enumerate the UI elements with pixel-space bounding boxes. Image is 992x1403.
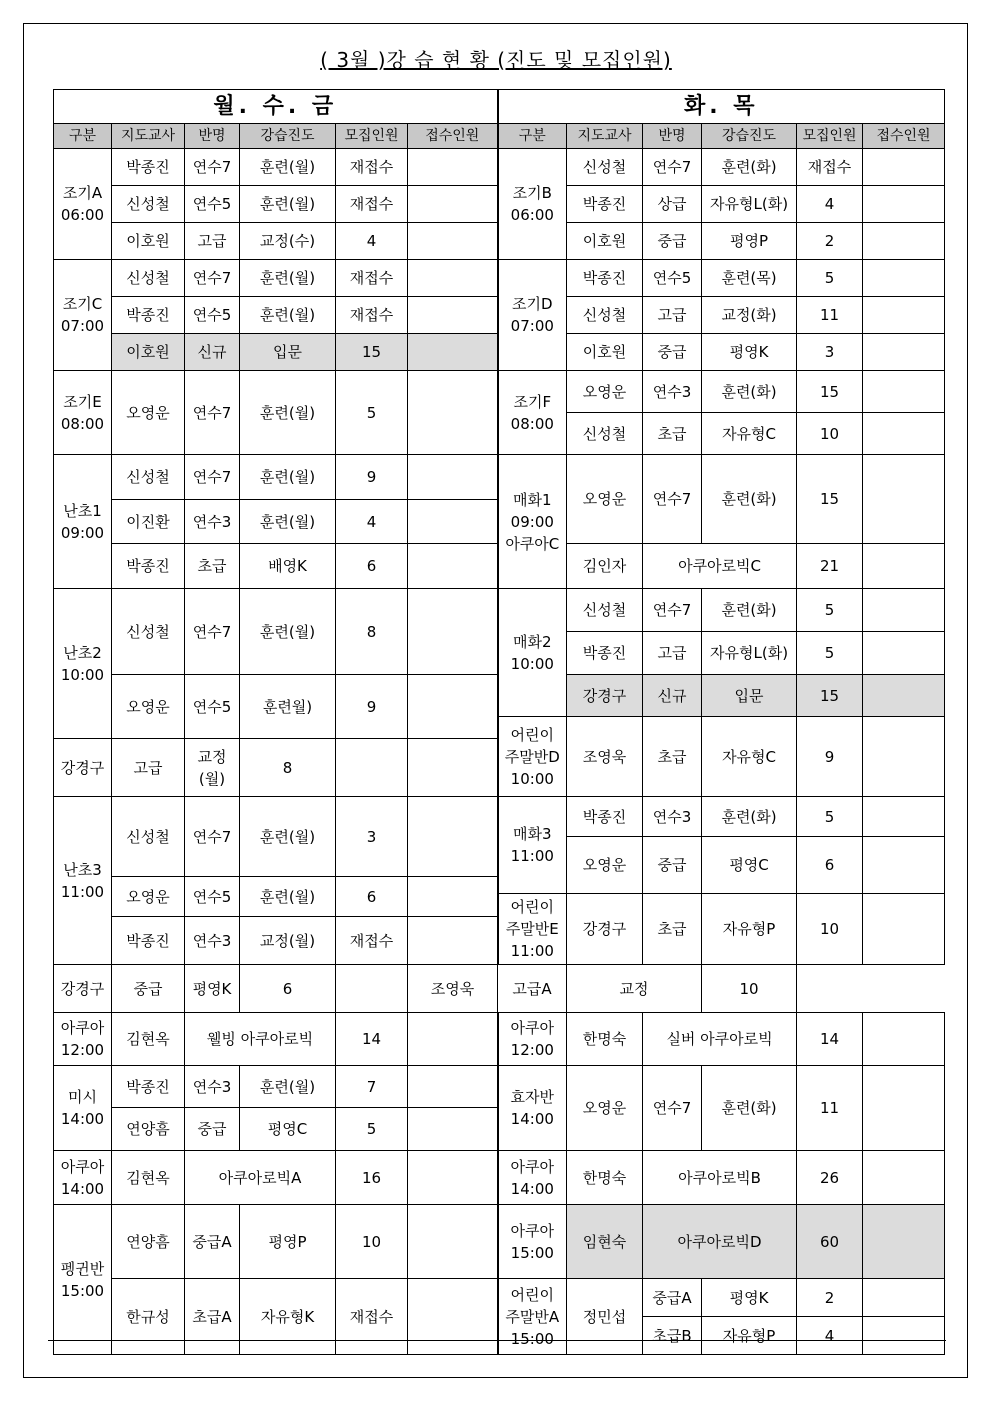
cell: 60 <box>797 1205 863 1279</box>
received-cell <box>408 223 498 260</box>
header-row <box>54 124 945 149</box>
cell: 임현숙 <box>567 1205 643 1279</box>
cell: 연수7 <box>643 589 702 632</box>
cell: 15 <box>336 334 408 371</box>
cell: 6 <box>240 965 336 1013</box>
cell: 박종진 <box>567 632 643 675</box>
received-cell <box>863 260 945 297</box>
cell: 중급 <box>112 965 185 1013</box>
cell: 연수5 <box>185 877 240 917</box>
cell: 초급 <box>643 894 702 965</box>
received-cell <box>863 149 945 186</box>
cell: 자유형P <box>702 1317 797 1355</box>
cell: 11 <box>797 297 863 334</box>
col-header: 접수인원 <box>863 124 945 149</box>
received-cell <box>408 917 498 965</box>
cell: 훈련(월) <box>240 1066 336 1108</box>
class-time-cell: 조기C 07:00 <box>54 260 112 371</box>
cell: 연수3 <box>643 797 702 837</box>
cell: 초급B <box>643 1317 702 1355</box>
cell: 신성철 <box>112 186 185 223</box>
class-time-cell: 펭귄반 15:00 <box>54 1205 112 1355</box>
cell: 교정 <box>567 965 702 1013</box>
cell: 중급 <box>643 837 702 894</box>
cell: 26 <box>797 1151 863 1205</box>
class-time-cell: 아쿠아 14:00 <box>54 1151 112 1205</box>
cell: 9 <box>336 455 408 500</box>
class-time-cell: 조기A 06:00 <box>54 149 112 260</box>
received-cell <box>863 1151 945 1205</box>
received-cell <box>408 186 498 223</box>
cell: 6 <box>797 837 863 894</box>
cell: 5 <box>336 371 408 455</box>
cell: 오영운 <box>567 371 643 413</box>
cell: 8 <box>336 589 408 675</box>
class-time-cell: 난초3 11:00 <box>54 797 112 965</box>
cell: 이호원 <box>112 334 185 371</box>
cell: 신성철 <box>567 297 643 334</box>
col-header: 구분 <box>54 124 112 149</box>
cell: 9 <box>797 717 863 797</box>
received-cell <box>863 837 945 894</box>
cell: 교정(월) <box>240 917 336 965</box>
cell: 2 <box>797 1279 863 1317</box>
col-header: 강습진도 <box>240 124 336 149</box>
cell: 중급 <box>185 1108 240 1151</box>
schedule-table <box>53 89 945 1355</box>
table-row <box>54 149 945 186</box>
cell: 2 <box>797 223 863 260</box>
cell: 3 <box>336 797 408 877</box>
received-cell <box>408 675 498 739</box>
cell: 15 <box>797 455 863 544</box>
cell: 박종진 <box>112 1066 185 1108</box>
cell: 이진환 <box>112 500 185 544</box>
class-time-cell: 아쿠아 14:00 <box>498 1151 567 1205</box>
cell: 고급 <box>643 632 702 675</box>
received-cell <box>408 1151 498 1205</box>
cell: 배영K <box>240 544 336 589</box>
class-time-cell: 난초1 09:00 <box>54 455 112 589</box>
received-cell <box>408 297 498 334</box>
cell: 재접수 <box>336 917 408 965</box>
received-cell <box>863 544 945 589</box>
cell: 재접수 <box>336 1279 408 1355</box>
class-time-cell: 조기F 08:00 <box>498 371 567 455</box>
cell: 훈련(목) <box>702 260 797 297</box>
cell: 초급 <box>643 413 702 455</box>
cell: 11 <box>797 1066 863 1151</box>
cell: 김인자 <box>567 544 643 589</box>
received-cell <box>863 589 945 632</box>
received-cell <box>336 965 408 1013</box>
cell: 10 <box>797 413 863 455</box>
table-row <box>54 1279 945 1317</box>
received-cell <box>408 1013 498 1066</box>
cell: 상급 <box>643 186 702 223</box>
received-cell <box>408 149 498 186</box>
cell: 5 <box>797 589 863 632</box>
cell: 고급A <box>498 965 567 1013</box>
cell: 신규 <box>185 334 240 371</box>
cell: 오영운 <box>112 371 185 455</box>
table-row <box>54 965 945 1013</box>
cell: 연수3 <box>185 917 240 965</box>
cell: 재접수 <box>797 149 863 186</box>
col-header: 접수인원 <box>408 124 498 149</box>
cell: 평영K <box>702 334 797 371</box>
received-cell <box>408 260 498 297</box>
cell: 연수7 <box>185 455 240 500</box>
received-cell <box>863 297 945 334</box>
cell: 신성철 <box>112 455 185 500</box>
cell: 5 <box>797 632 863 675</box>
received-cell <box>863 223 945 260</box>
cell: 연수7 <box>643 149 702 186</box>
cell: 오영운 <box>112 675 185 739</box>
cell: 10 <box>797 894 863 965</box>
cell: 오영운 <box>567 455 643 544</box>
cell: 초급A <box>185 1279 240 1355</box>
day-row <box>54 90 945 124</box>
cell: 실버 아쿠아로빅 <box>643 1013 797 1066</box>
received-cell <box>408 455 498 500</box>
cell: 훈련(월) <box>240 371 336 455</box>
cell: 연수5 <box>185 675 240 739</box>
cell: 4 <box>336 500 408 544</box>
cell: 입문 <box>240 334 336 371</box>
cell: 박종진 <box>112 544 185 589</box>
cell: 평영K <box>702 1279 797 1317</box>
cell: 훈련(월) <box>240 455 336 500</box>
table-row <box>54 797 945 837</box>
class-time-cell: 매화3 11:00 <box>498 797 567 894</box>
table-row <box>54 371 945 413</box>
page-title: ( 3월 )강 습 현 황 (진도 및 모집인원) <box>320 48 672 72</box>
class-time-cell: 조기B 06:00 <box>498 149 567 260</box>
cell: 훈련(화) <box>702 589 797 632</box>
cell: 초급 <box>185 544 240 589</box>
class-time-cell: 매화2 10:00 <box>498 589 567 717</box>
cell: 연수5 <box>185 297 240 334</box>
cell: 4 <box>797 1317 863 1355</box>
cell: 훈련(월) <box>240 500 336 544</box>
cell: 교정(수) <box>240 223 336 260</box>
class-time-cell: 조기E 08:00 <box>54 371 112 455</box>
cell: 14 <box>797 1013 863 1066</box>
col-header: 강습진도 <box>702 124 797 149</box>
cell: 4 <box>797 186 863 223</box>
cell: 자유형K <box>240 1279 336 1355</box>
cell: 한규성 <box>112 1279 185 1355</box>
cell: 훈련(월) <box>240 589 336 675</box>
cell: 연수5 <box>185 186 240 223</box>
col-header: 지도교사 <box>567 124 643 149</box>
cell: 연수3 <box>185 1066 240 1108</box>
class-time-cell: 조기D 07:00 <box>498 260 567 371</box>
cell: 평영K <box>185 965 240 1013</box>
cell: 조영욱 <box>567 717 643 797</box>
cell: 정민섭 <box>567 1279 643 1355</box>
received-cell <box>408 334 498 371</box>
cell: 10 <box>702 965 797 1013</box>
col-header: 지도교사 <box>112 124 185 149</box>
cell: 이호원 <box>567 223 643 260</box>
received-cell <box>863 632 945 675</box>
cell: 재접수 <box>336 186 408 223</box>
cell: 연양흠 <box>112 1205 185 1279</box>
cell: 훈련(월) <box>240 186 336 223</box>
col-header: 구분 <box>498 124 567 149</box>
bottom-rule <box>48 1340 946 1341</box>
cell: 김현옥 <box>112 1151 185 1205</box>
cell: 신성철 <box>567 413 643 455</box>
cell: 고급 <box>185 223 240 260</box>
col-header: 모집인원 <box>797 124 863 149</box>
class-time-cell: 아쿠아 15:00 <box>498 1205 567 1279</box>
cell: 신성철 <box>567 589 643 632</box>
cell: 연수3 <box>643 371 702 413</box>
cell: 연수7 <box>185 589 240 675</box>
cell: 자유형C <box>702 413 797 455</box>
received-cell <box>408 589 498 675</box>
cell: 14 <box>336 1013 408 1066</box>
cell: 조영욱 <box>408 965 498 1013</box>
cell: 연수5 <box>643 260 702 297</box>
cell: 한명숙 <box>567 1013 643 1066</box>
cell: 4 <box>336 223 408 260</box>
cell: 훈련(화) <box>702 1066 797 1151</box>
cell: 신규 <box>643 675 702 717</box>
cell: 5 <box>797 260 863 297</box>
received-cell <box>408 1066 498 1108</box>
cell: 신성철 <box>567 149 643 186</box>
cell: 중급 <box>643 223 702 260</box>
cell: 연수7 <box>643 455 702 544</box>
received-cell <box>336 739 408 797</box>
cell: 훈련(월) <box>240 149 336 186</box>
cell: 이호원 <box>567 334 643 371</box>
cell: 9 <box>336 675 408 739</box>
cell: 연수7 <box>185 371 240 455</box>
cell: 강경구 <box>54 965 112 1013</box>
received-cell <box>863 455 945 544</box>
cell: 교정(월) <box>185 739 240 797</box>
cell: 훈련(월) <box>240 877 336 917</box>
day-mon-wed-fri: 월. 수. 금 <box>54 90 498 124</box>
received-cell <box>863 894 945 965</box>
cell: 웰빙 아쿠아로빅 <box>185 1013 336 1066</box>
cell: 6 <box>336 877 408 917</box>
cell: 박종진 <box>567 797 643 837</box>
cell: 훈련월) <box>240 675 336 739</box>
class-time-cell: 어린이 주말반E 11:00 <box>498 894 567 965</box>
cell: 7 <box>336 1066 408 1108</box>
cell: 3 <box>797 334 863 371</box>
cell: 훈련(화) <box>702 455 797 544</box>
cell: 훈련(화) <box>702 797 797 837</box>
cell: 김현옥 <box>112 1013 185 1066</box>
table-row <box>54 1151 945 1205</box>
cell: 오영운 <box>112 877 185 917</box>
table-row <box>54 589 945 632</box>
cell: 자유형L(화) <box>702 632 797 675</box>
table-row <box>54 1013 945 1066</box>
cell: 5 <box>336 1108 408 1151</box>
cell: 훈련(월) <box>240 260 336 297</box>
received-cell <box>408 1108 498 1151</box>
received-cell <box>863 797 945 837</box>
col-header: 반명 <box>185 124 240 149</box>
cell: 신성철 <box>112 260 185 297</box>
received-cell <box>408 1279 498 1355</box>
cell: 8 <box>240 739 336 797</box>
cell: 재접수 <box>336 260 408 297</box>
received-cell <box>863 1066 945 1151</box>
cell: 15 <box>797 371 863 413</box>
cell: 연양흠 <box>112 1108 185 1151</box>
class-time-cell: 매화1 09:00 아쿠아C <box>498 455 567 589</box>
day-tue-thu: 화. 목 <box>498 90 945 124</box>
cell: 재접수 <box>336 149 408 186</box>
cell: 자유형P <box>702 894 797 965</box>
cell: 평영P <box>702 223 797 260</box>
cell: 아쿠아로빅A <box>185 1151 336 1205</box>
table-row <box>54 1205 945 1279</box>
received-cell <box>863 186 945 223</box>
cell: 연수7 <box>185 797 240 877</box>
cell: 훈련(화) <box>702 371 797 413</box>
cell: 자유형C <box>702 717 797 797</box>
cell: 15 <box>797 675 863 717</box>
cell: 훈련(화) <box>702 149 797 186</box>
received-cell <box>863 334 945 371</box>
cell: 16 <box>336 1151 408 1205</box>
received-cell <box>863 1317 945 1355</box>
cell: 입문 <box>702 675 797 717</box>
cell: 이호원 <box>112 223 185 260</box>
class-time-cell: 효자반 14:00 <box>498 1066 567 1151</box>
cell: 아쿠아로빅B <box>643 1151 797 1205</box>
received-cell <box>408 371 498 455</box>
class-time-cell: 미시 14:00 <box>54 1066 112 1151</box>
cell: 5 <box>797 797 863 837</box>
cell: 박종진 <box>112 917 185 965</box>
cell: 평영C <box>240 1108 336 1151</box>
cell: 신성철 <box>112 589 185 675</box>
received-cell <box>408 500 498 544</box>
class-time-cell: 어린이 주말반A 15:00 <box>498 1279 567 1355</box>
cell: 강경구 <box>567 675 643 717</box>
received-cell <box>863 413 945 455</box>
cell: 강경구 <box>54 739 112 797</box>
cell: 오영운 <box>567 1066 643 1151</box>
cell: 강경구 <box>567 894 643 965</box>
cell: 초급 <box>643 717 702 797</box>
cell: 훈련(월) <box>240 297 336 334</box>
table-row <box>54 260 945 297</box>
cell: 중급 <box>643 334 702 371</box>
class-time-cell: 난초2 10:00 <box>54 589 112 739</box>
received-cell <box>863 675 945 717</box>
cell: 연수3 <box>185 500 240 544</box>
cell: 10 <box>336 1205 408 1279</box>
cell: 박종진 <box>112 149 185 186</box>
cell: 박종진 <box>567 260 643 297</box>
cell: 중급A <box>643 1279 702 1317</box>
class-time-cell: 아쿠아 12:00 <box>54 1013 112 1066</box>
cell: 연수7 <box>185 260 240 297</box>
class-time-cell: 어린이 주말반D 10:00 <box>498 717 567 797</box>
received-cell <box>863 1013 945 1066</box>
received-cell <box>863 371 945 413</box>
cell: 연수7 <box>185 149 240 186</box>
class-time-cell: 아쿠아 12:00 <box>498 1013 567 1066</box>
cell: 자유형L(화) <box>702 186 797 223</box>
cell: 6 <box>336 544 408 589</box>
cell: 중급A <box>185 1205 240 1279</box>
cell: 박종진 <box>567 186 643 223</box>
received-cell <box>408 544 498 589</box>
cell: 고급 <box>112 739 185 797</box>
cell: 한명숙 <box>567 1151 643 1205</box>
table-row <box>54 455 945 500</box>
col-header: 모집인원 <box>336 124 408 149</box>
received-cell <box>863 1205 945 1279</box>
cell: 아쿠아로빅D <box>643 1205 797 1279</box>
cell: 훈련(월) <box>240 797 336 877</box>
received-cell <box>408 1205 498 1279</box>
cell: 평영C <box>702 837 797 894</box>
received-cell <box>863 1279 945 1317</box>
cell: 21 <box>797 544 863 589</box>
col-header: 반명 <box>643 124 702 149</box>
cell: 박종진 <box>112 297 185 334</box>
received-cell <box>863 717 945 797</box>
cell: 교정(화) <box>702 297 797 334</box>
cell: 재접수 <box>336 297 408 334</box>
cell: 연수7 <box>643 1066 702 1151</box>
received-cell <box>408 797 498 877</box>
cell: 평영P <box>240 1205 336 1279</box>
cell: 오영운 <box>567 837 643 894</box>
cell: 고급 <box>643 297 702 334</box>
cell: 아쿠아로빅C <box>643 544 797 589</box>
cell: 신성철 <box>112 797 185 877</box>
table-row <box>54 1066 945 1108</box>
received-cell <box>408 877 498 917</box>
